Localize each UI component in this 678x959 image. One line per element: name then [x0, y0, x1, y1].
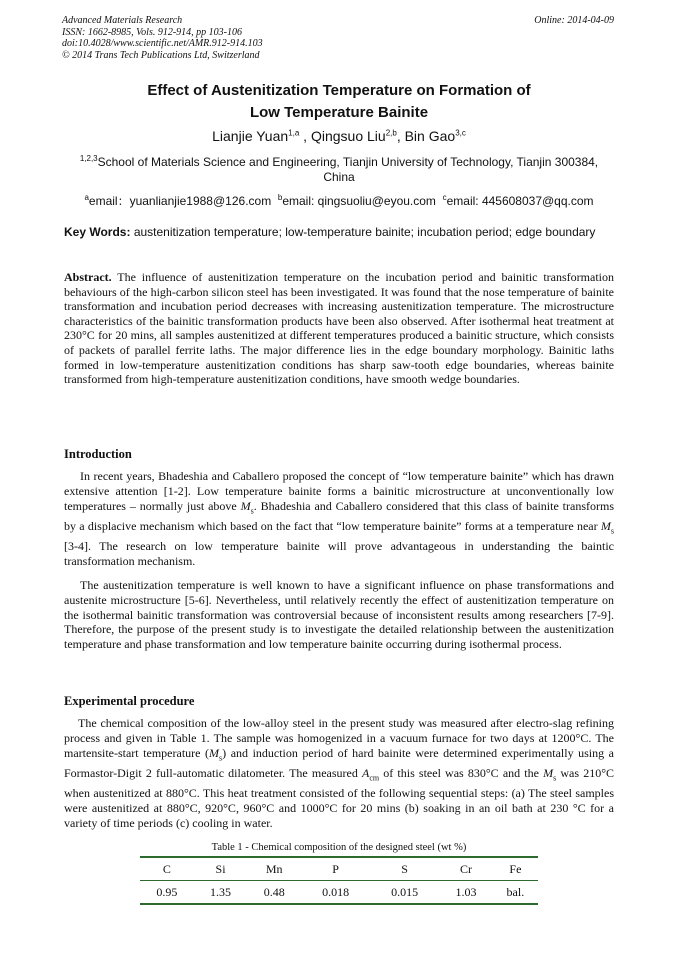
- table-cell: 1.03: [455, 884, 477, 899]
- abstract: [64, 270, 614, 387]
- paragraph-text: . Bhadeshia and Caballero considered that this class of bainite transforms by a displacive mechanism which based on the fact that “low temperature bainite” forms at a temperature near: [64, 498, 614, 533]
- column-header: Fe: [509, 861, 522, 876]
- ms-symbol: M: [240, 498, 251, 513]
- author-name: Lianjie Yuan: [212, 128, 289, 144]
- journal-name: Advanced Materials Research: [62, 15, 183, 26]
- table-header-row: [140, 857, 538, 881]
- author-marker: 2,b: [385, 128, 397, 138]
- ms-subscript: s: [553, 773, 557, 783]
- ms-symbol: M: [600, 518, 611, 533]
- intro-paragraph-2: The austenitization temperature is well known to have a significant influence on phase transformations and austenite microstructure [5-6]. Nevertheless, until relatively recently the effect of austenitization temperature on the isothermal bainitic transformation was controversial because of inconsistent results among researchers [7-9]. Therefore, the purpose of the present study is to investigate the detailed relationship between the austenitization temperature and phase transformation and low temperature bainite occurring during isothermal process.: [64, 578, 614, 652]
- keywords: [64, 225, 614, 239]
- copyright-line: © 2014 Trans Tech Publications Ltd, Switzerland: [62, 49, 260, 61]
- composition-table: [140, 856, 538, 905]
- issn-line: ISSN: 1662-8985, Vols. 912-914, pp 103-106: [62, 26, 242, 38]
- title-line-2: Low Temperature Bainite: [249, 104, 429, 121]
- author-separator: ,: [299, 128, 311, 144]
- email-address: email: qingsuoliu@eyou.com: [282, 194, 436, 208]
- affiliation-text: School of Materials Science and Engineering, Tianjin University of Technology, Tianjin 300384, China: [97, 155, 599, 184]
- author-marker: 3,c: [455, 128, 466, 138]
- author-separator: ,: [396, 128, 405, 144]
- paragraph-text: was 210°C when austenitized at 880°C. This heat treatment consisted of the following sequential steps: (a) The steel samples were austenitized at 880°C, 920°C, 960°C and 1000°C for 20 mins (b) soaking in an oil bath at 230 °C for a variety of time periods (c) cooling in water.: [64, 765, 614, 830]
- online-date: Online: 2014-04-09: [534, 15, 614, 26]
- email-address: email: 445608037@qq.com: [446, 194, 594, 208]
- table-cell: 0.95: [156, 884, 178, 899]
- ms-subscript: s: [219, 752, 223, 762]
- table-cell: 1.35: [210, 884, 232, 899]
- column-header: Si: [215, 861, 226, 876]
- ms-subscript: s: [610, 526, 614, 536]
- paragraph-text: In recent years, Bhadeshia and Caballero proposed the concept of “low temperature bainite” which has drawn extensive attention [1-2]. Low temperature bainite forms a bainitic microstructure at unconventionally low temperatures – normally just above: [64, 469, 614, 513]
- ms-subscript: s: [250, 505, 254, 515]
- journal-header: [62, 15, 263, 61]
- abstract-text: The influence of austenitization temperature on the incubation period and bainitic transformation behaviours of the high-carbon silicon steel has been investigated. It was found that the nose temperature of bainite transformation and incubation period decreases with increasing austenitization temperature. The microstructure characteristics of the bainitic transformation products have been also observed. After isothermal heat treatment at 230°C for 20 mins, all samples austenitized at different temperatures produced a bainitic structure, which consists of packets of parallel ferrite laths. The major difference lies in the edge boundary morphology. Bainitic laths formed in low-temperature austenitization conditions has sharp saw-tooth edge boundaries, whereas bainite transformed from high-temperature austenitization conditions, have smooth wedge boundaries.: [64, 270, 614, 387]
- doi-line: doi:10.4028/www.scientific.net/AMR.912-914.103: [62, 38, 263, 49]
- keywords-text: austenitization temperature; low-temperature bainite; incubation period; edge boundary: [133, 225, 596, 239]
- table-cell: 0.48: [263, 884, 285, 899]
- paragraph-text: ) and induction period of hard bainite were determined experimentally using a Formastor-Digit 2 full-automatic dilatometer. The measured: [64, 745, 615, 780]
- paper-title: [64, 80, 614, 124]
- acm-subscript: cm: [369, 773, 380, 783]
- paragraph-text: of this steel was 830°C and the: [379, 765, 544, 780]
- table-caption: Table 1 - Chemical composition of the designed steel (wt %): [211, 842, 467, 853]
- abstract-label: Abstract.: [64, 270, 112, 284]
- paragraph-text: The chemical composition of the low-alloy steel in the present study was measured after electro-slag refining process and given in Table 1. The sample was homogenized in a vacuum furnace for two days at 1200°C. The martensite-start temperature (: [64, 716, 614, 760]
- table-cell: bal.: [506, 884, 525, 899]
- acm-symbol: A: [362, 765, 370, 780]
- experimental-heading: Experimental procedure: [64, 694, 195, 708]
- column-header: S: [401, 861, 408, 876]
- affiliation: [64, 155, 614, 185]
- table-cell: 0.018: [322, 884, 350, 899]
- table-cell: 0.015: [391, 884, 419, 899]
- paragraph-text: [3-4]. The research on low temperature bainite will prove advantageous in understanding the baintic transformation mechanism.: [64, 538, 614, 568]
- email-address: email：yuanlianjie1988@126.com: [88, 194, 272, 208]
- affiliation-marker: 1,2,3: [79, 154, 98, 163]
- author-list: [64, 128, 614, 144]
- keywords-label: Key Words:: [64, 225, 131, 239]
- title-line-1: Effect of Austenitization Temperature on Formation of: [147, 82, 531, 99]
- experimental-paragraph: [64, 716, 614, 830]
- author-name: Bin Gao: [404, 128, 456, 144]
- email-marker: c: [442, 193, 447, 202]
- column-header: C: [162, 861, 171, 876]
- table-row: [140, 881, 538, 905]
- ms-symbol: M: [209, 745, 220, 760]
- column-header: P: [332, 861, 339, 876]
- email-marker: a: [84, 193, 89, 202]
- column-header: Mn: [265, 861, 283, 876]
- column-header: Cr: [459, 861, 472, 876]
- email-list: [64, 192, 614, 209]
- author-marker: 1,a: [288, 128, 300, 138]
- ms-symbol: M: [543, 765, 554, 780]
- introduction-heading: Introduction: [64, 447, 132, 461]
- author-name: Qingsuo Liu: [310, 128, 386, 144]
- intro-paragraph-1: [64, 469, 614, 569]
- email-marker: b: [277, 193, 283, 202]
